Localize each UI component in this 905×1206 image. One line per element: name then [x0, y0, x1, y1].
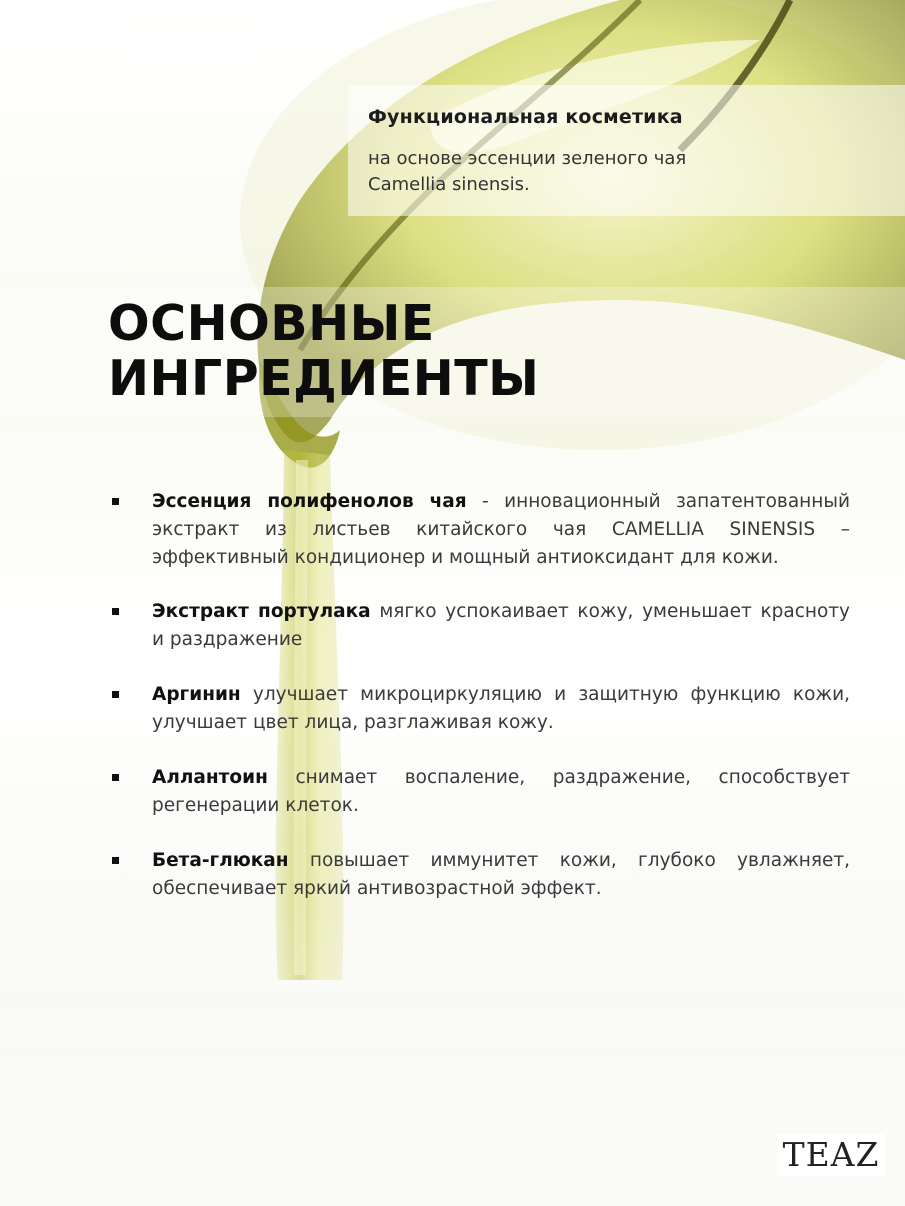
bullet-icon: [112, 857, 119, 864]
ingredient-item: [110, 598, 850, 654]
bullet-icon: [112, 498, 119, 505]
ingredient-item: [110, 847, 850, 903]
header-subtitle-line2: Camellia sinensis.: [368, 174, 530, 195]
ingredient-list: [110, 488, 850, 903]
ingredient-item: [110, 488, 850, 572]
page-title-line2: ИНГРЕДИЕНТЫ: [108, 350, 540, 407]
page-title: [108, 296, 539, 406]
bullet-icon: [112, 608, 119, 615]
brand-logo: [777, 1134, 885, 1176]
ingredient-name: Эссенция полифенолов чая: [152, 491, 467, 512]
ingredient-description: снимает воспаление, раздражение, способствует регенерации клеток.: [152, 767, 850, 816]
ingredient-name: Аргинин: [152, 684, 241, 705]
page-title-line1: ОСНОВНЫЕ: [108, 295, 435, 352]
ingredient-item: [110, 681, 850, 737]
header-title: Функциональная косметика: [368, 106, 683, 128]
ingredient-description: повышает иммунитет кожи, глубоко увлажняет, обеспечивает яркий антивозрастной эффект.: [152, 850, 850, 899]
header-subtitle: [368, 146, 788, 198]
brand-logo-text: TEAZ: [782, 1135, 880, 1174]
ingredient-name: Бета-глюкан: [152, 850, 289, 871]
bullet-icon: [112, 774, 119, 781]
ingredient-item: [110, 764, 850, 820]
ingredient-description: улучшает микроциркуляцию и защитную функцию кожи, улучшает цвет лица, разглаживая кожу.: [152, 684, 850, 733]
ingredient-name: Экстракт портулака: [152, 601, 371, 622]
bullet-icon: [112, 691, 119, 698]
header-subtitle-line1: на основе эссенции зеленого чая: [368, 148, 687, 169]
ingredient-description: мягко успокаивает кожу, уменьшает красноту и раздражение: [152, 601, 851, 650]
ingredient-description: - инновационный запатентованный экстракт из листьев китайского чая CAMELLIA SINENSIS – эффективный кондиционер и мощный антиоксидант для кожи.: [152, 491, 850, 568]
ingredient-name: Аллантоин: [152, 767, 268, 788]
